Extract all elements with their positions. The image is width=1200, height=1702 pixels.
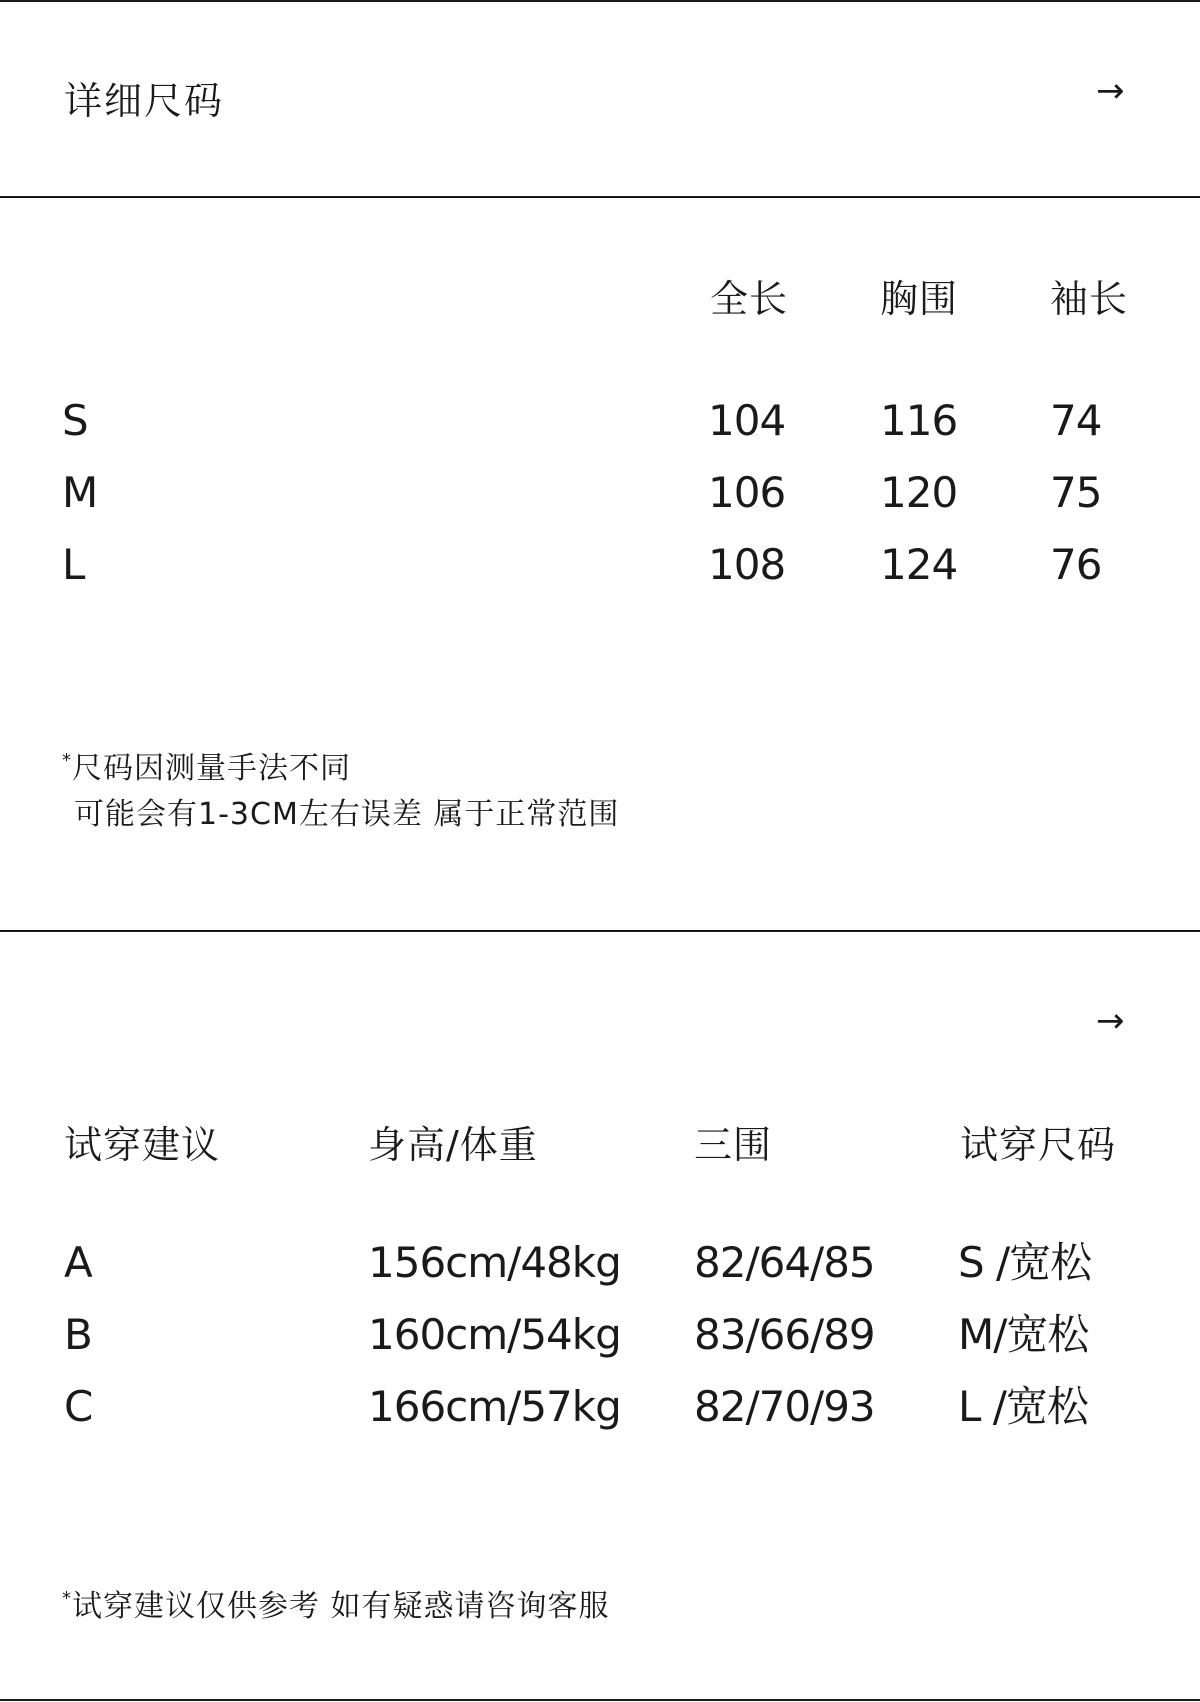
section-title-size: 详细尺码 xyxy=(64,79,225,123)
top-divider xyxy=(0,0,1200,2)
column-header-length: 全长 xyxy=(710,277,789,321)
size-value-chest: 124 xyxy=(880,540,958,589)
bottom-divider xyxy=(0,1699,1200,1701)
size-label: S xyxy=(62,396,88,445)
size-note-line1 xyxy=(62,750,351,786)
column-header-sleeve: 袖长 xyxy=(1050,277,1129,321)
size-value-chest: 120 xyxy=(880,468,958,517)
note-asterisk: * xyxy=(62,1588,72,1609)
fit-height-weight: 166cm/57kg xyxy=(368,1382,621,1431)
divider-fit-section xyxy=(0,930,1200,932)
divider-size-header xyxy=(0,196,1200,198)
size-note-text1: 尺码因测量手法不同 xyxy=(72,751,351,786)
fit-height-weight: 160cm/54kg xyxy=(368,1310,621,1359)
size-value-sleeve: 75 xyxy=(1050,468,1102,517)
fit-measurements: 83/66/89 xyxy=(694,1310,875,1359)
column-header-suggestion: 试穿建议 xyxy=(64,1123,221,1167)
fit-measurements: 82/64/85 xyxy=(694,1238,875,1287)
size-value-length: 106 xyxy=(708,468,786,517)
size-value-sleeve: 76 xyxy=(1050,540,1102,589)
fit-size: L /宽松 xyxy=(958,1382,1088,1431)
fit-size: M/宽松 xyxy=(958,1310,1089,1359)
fit-height-weight: 156cm/48kg xyxy=(368,1238,621,1287)
size-value-chest: 116 xyxy=(880,396,958,445)
column-header-fit-size: 试穿尺码 xyxy=(960,1123,1117,1167)
size-label: L xyxy=(62,540,85,589)
size-value-length: 104 xyxy=(708,396,786,445)
fit-size: S /宽松 xyxy=(958,1238,1092,1287)
fit-note-text: 试穿建议仅供参考 如有疑惑请咨询客服 xyxy=(72,1589,610,1624)
column-header-chest: 胸围 xyxy=(880,277,959,321)
column-header-measurements: 三围 xyxy=(694,1123,773,1167)
fit-note xyxy=(62,1588,610,1624)
size-value-sleeve: 74 xyxy=(1050,396,1102,445)
note-asterisk: * xyxy=(62,750,72,771)
fit-label: A xyxy=(64,1238,92,1287)
arrow-right-icon[interactable]: → xyxy=(1096,1001,1125,1041)
column-header-height-weight: 身高/体重 xyxy=(368,1123,538,1167)
arrow-right-icon[interactable]: → xyxy=(1096,71,1125,111)
fit-label: C xyxy=(64,1382,93,1431)
fit-measurements: 82/70/93 xyxy=(694,1382,875,1431)
size-label: M xyxy=(62,468,98,517)
fit-label: B xyxy=(64,1310,92,1359)
size-note-line2: 可能会有1-3CM左右误差 属于正常范围 xyxy=(74,797,620,832)
size-value-length: 108 xyxy=(708,540,786,589)
